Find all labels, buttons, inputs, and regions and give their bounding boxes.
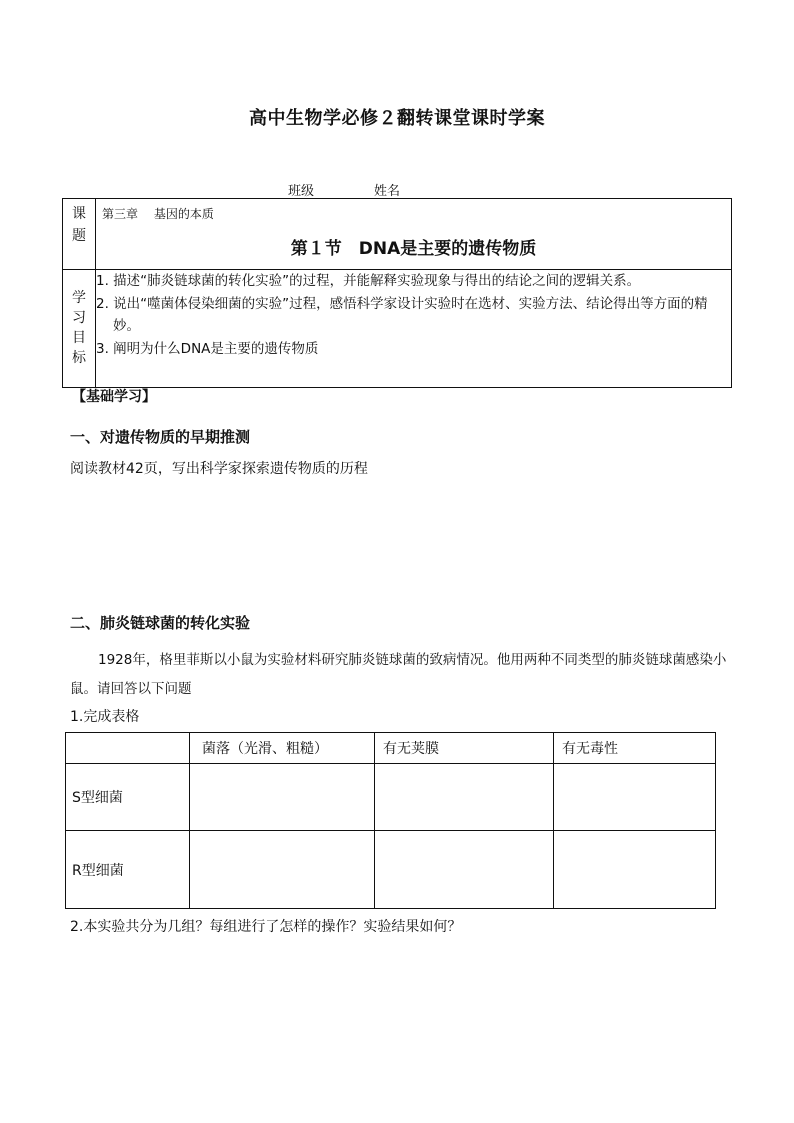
table-cell[interactable] [190,764,375,831]
class-name-line [288,180,494,199]
goal-item: 1. 描述“肺炎链球菌的转化实验”的过程，并能解释实验现象与得出的结论之间的逻辑关系。 [96,273,641,289]
topic-cell [96,199,732,270]
row-label: S型细菌 [66,764,190,831]
class-label: 班级 [288,184,315,199]
goals-label: 学习目标 [63,270,96,388]
info-table [62,198,732,388]
section1-text: 阅读教材42页，写出科学家探索遗传物质的历程 [70,461,368,477]
topic-label: 课题 [63,199,96,270]
table-row [66,831,716,909]
goal-item: 3. 阐明为什么DNA是主要的遗传物质 [96,340,319,357]
question-2: 2.本实验共分为几组？每组进行了怎样的操作？实验结果如何？ [70,919,462,935]
class-blank[interactable] [314,184,374,199]
table-header-cell: 有无荚膜 [375,733,554,764]
name-label: 姓名 [374,184,401,199]
chapter-text: 第三章 基因的本质 [102,207,214,221]
table-header-cell: 菌落（光滑、粗糙） [190,733,375,764]
section1-heading: 一、对遗传物质的早期推测 [70,428,251,446]
question-1: 1.完成表格 [70,709,140,725]
table-cell[interactable] [554,764,716,831]
table-cell[interactable] [554,831,716,909]
section-title: 第１节 DNA是主要的遗传物质 [290,239,537,259]
section2-paragraph: 1928年，格里菲斯以小鼠为实验材料研究肺炎链球菌的致病情况。他用两种不同类型的肺炎链球菌感染小鼠。请回答以下问题 [70,652,727,697]
table-cell[interactable] [375,831,554,909]
bacteria-table [65,732,716,909]
table-header-cell: 有无毒性 [554,733,716,764]
table-header-cell [66,733,190,764]
document-title: 高中生物学必修２翻转课堂课时学案 [249,108,545,129]
name-blank[interactable] [400,184,494,199]
section2-heading: 二、肺炎链球菌的转化实验 [70,614,251,632]
goals-cell [96,270,732,388]
table-cell[interactable] [190,831,375,909]
table-cell[interactable] [375,764,554,831]
goal-item: 2. 说出“噬菌体侵染细菌的实验”过程，感悟科学家设计实验时在选材、实验方法、结论得出等方面的精妙。 [96,295,708,334]
row-label: R型细菌 [66,831,190,909]
table-row [66,764,716,831]
basic-study-heading: 【基础学习】 [72,389,156,405]
